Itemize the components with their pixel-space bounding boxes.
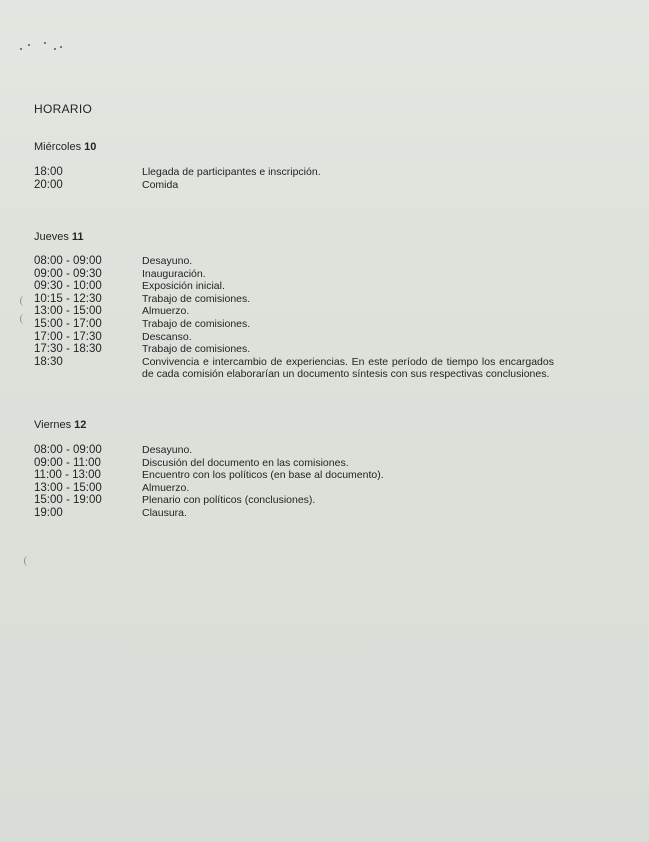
schedule-row [34, 305, 554, 318]
schedule-activity: Llegada de participantes e inscripción. [142, 166, 321, 178]
schedule-time: 08:00 - 09:00 [34, 255, 102, 267]
schedule-activity: Plenario con políticos (conclusiones). [142, 494, 316, 507]
paper-speck [44, 42, 46, 44]
schedule-list [34, 444, 554, 520]
schedule-activity: Desayuno. [142, 444, 193, 456]
schedule-time: 11:00 - 13:00 [34, 469, 101, 482]
schedule-time: 09:00 - 11:00 [34, 456, 101, 469]
schedule-time: 10:15 - 12:30 [34, 292, 102, 305]
schedule-activity: Trabajo de comisiones. [142, 343, 251, 356]
schedule-activity: Encuentro con los políticos (en base al documento). [142, 469, 384, 482]
day-heading [34, 231, 84, 243]
schedule-time: 19:00 [34, 506, 63, 519]
schedule-row [34, 280, 554, 293]
paper-speck [20, 48, 22, 50]
schedule-row [34, 166, 554, 179]
schedule-row [34, 356, 554, 381]
schedule-row [34, 179, 554, 192]
schedule-activity: Almuerzo. [142, 305, 190, 318]
schedule-activity: Discusión del documento en las comisiones. [142, 456, 349, 469]
day-heading-name: Miércoles [34, 141, 82, 153]
day-heading-number: 12 [74, 419, 87, 431]
day-heading-number: 10 [84, 141, 97, 153]
schedule-time: 13:00 - 15:00 [34, 481, 102, 494]
schedule-activity: Desayuno. [142, 255, 193, 267]
schedule-activity: Descanso. [142, 330, 192, 343]
schedule-activity: Clausura. [142, 506, 187, 519]
margin-mark [24, 556, 31, 566]
schedule-time: 15:00 - 17:00 [34, 317, 102, 330]
day-heading [34, 141, 96, 153]
margin-mark [20, 296, 27, 306]
schedule-time: 08:00 - 09:00 [34, 444, 102, 456]
schedule-row [34, 268, 554, 281]
schedule-time: 17:30 - 18:30 [34, 343, 102, 356]
schedule-activity: Trabajo de comisiones. [142, 317, 251, 330]
day-heading [34, 419, 86, 431]
schedule-activity: Comida [142, 178, 179, 191]
schedule-row [34, 507, 554, 520]
schedule-time: 13:00 - 15:00 [34, 305, 102, 318]
schedule-time: 20:00 [34, 178, 63, 191]
schedule-time: 17:00 - 17:30 [34, 330, 102, 343]
margin-mark [20, 314, 27, 324]
schedule-activity: Inauguración. [142, 267, 206, 280]
schedule-row [34, 255, 554, 268]
schedule-row [34, 457, 554, 470]
schedule-row [34, 343, 554, 356]
schedule-time: 18:00 [34, 166, 63, 178]
schedule-activity: Trabajo de comisiones. [142, 292, 251, 305]
schedule-time: 18:30 [34, 355, 63, 368]
schedule-row [34, 331, 554, 344]
schedule-activity: Almuerzo. [142, 481, 190, 494]
schedule-time: 09:00 - 09:30 [34, 267, 102, 280]
page-title: HORARIO [34, 102, 93, 116]
day-heading-number: 11 [71, 231, 84, 243]
schedule-time: 09:30 - 10:00 [34, 280, 102, 293]
schedule-activity: Convivencia e intercambio de experiencias. En este período de tiempo los encargados de cada comisión elaborarían un documento síntesis con sus respectivas conclusiones. [142, 355, 554, 381]
schedule-row [34, 482, 554, 495]
paper-speck [28, 44, 30, 46]
paper-speck [54, 48, 56, 50]
schedule-activity: Exposición inicial. [142, 280, 225, 293]
schedule-row [34, 469, 554, 482]
schedule-row [34, 293, 554, 306]
schedule-row [34, 494, 554, 507]
paper-speck [60, 46, 62, 48]
schedule-row [34, 318, 554, 331]
day-heading-name: Viernes [34, 419, 72, 431]
schedule-time: 15:00 - 19:00 [34, 494, 102, 507]
schedule-list [34, 255, 554, 381]
day-heading-name: Jueves [34, 231, 69, 243]
schedule-list [34, 166, 554, 191]
schedule-row [34, 444, 554, 457]
